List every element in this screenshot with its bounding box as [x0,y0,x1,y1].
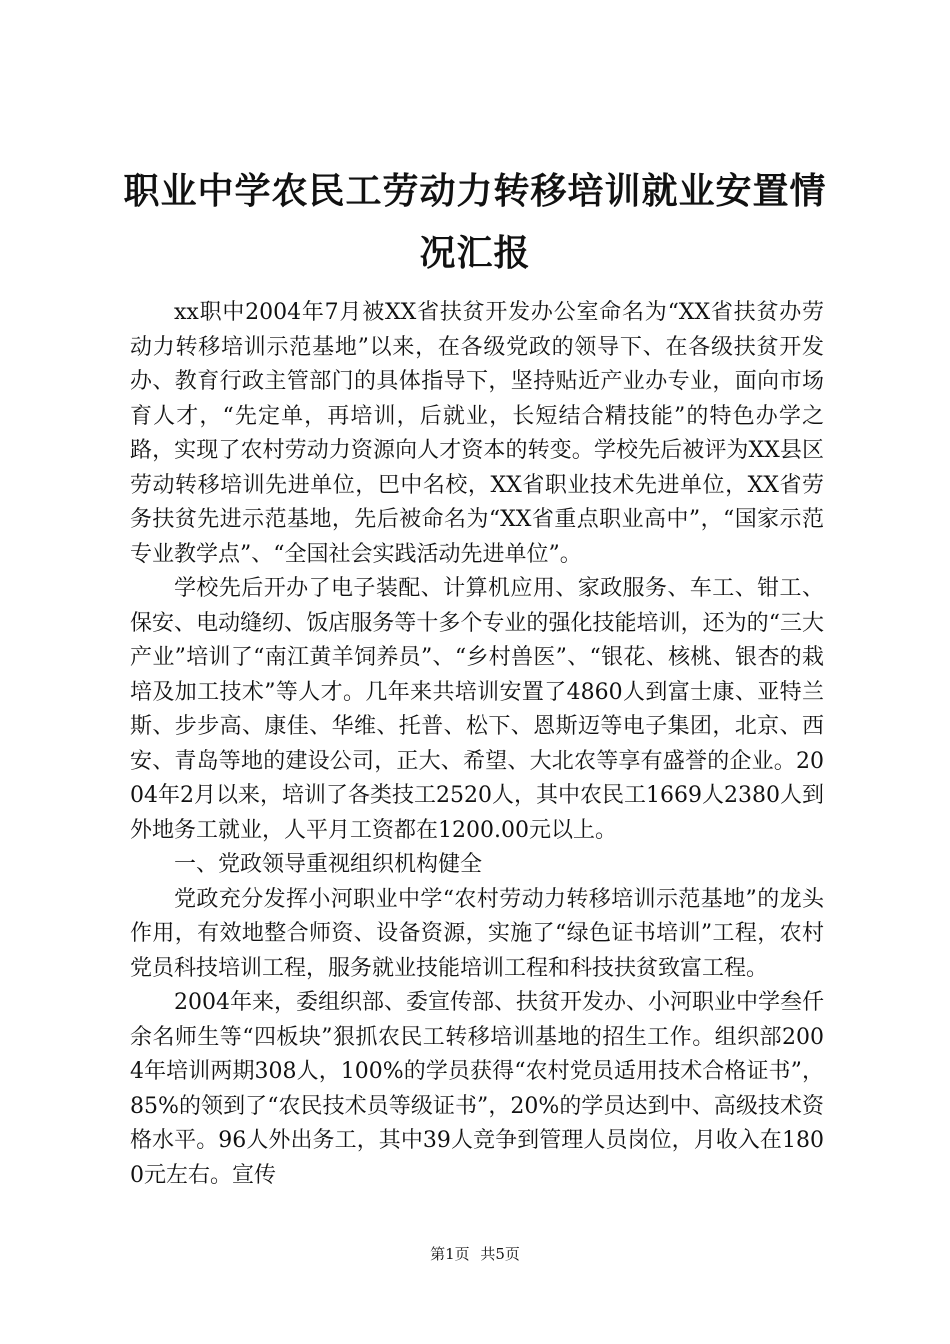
document-body [130,296,824,1193]
paragraph: xx职中2004年7月被XX省扶贫开发办公室命名为“XX省扶贫办劳动力转移培训示范基地”以来，在各级党政的领导下、在各级扶贫开发办、教育行政主管部门的具体指导下，坚持贴近产业办专业，面向市场育人才，“先定单，再培训，后就业，长短结合精技能”的特色办学之路，实现了农村劳动力资源向人才资本的转变。学校先后被评为XX县区劳动转移培训先进单位，巴中名校，XX省职业技术先进单位，XX省劳务扶贫先进示范基地，先后被命名为“XX省重点职业高中”，“国家示范专业教学点”、“全国社会实践活动先进单位”。 [130,300,824,567]
paragraph: 学校先后开办了电子装配、计算机应用、家政服务、车工、钳工、保安、电动缝纫、饭店服务等十多个专业的强化技能培训，还为的“三大产业”培训了“南江黄羊饲养员”、“乡村兽医”、“银花、核桃、银杏的栽培及加工技术”等人才。几年来共培训安置了4860人到富士康、亚特兰斯、步步高、康佳、华维、托普、松下、恩斯迈等电子集团，北京、西安、青岛等地的建设公司，正大、希望、大北农等享有盛誉的企业。2004年2月以来，培训了各类技工2520人，其中农民工1669人2380人到外地务工就业，人平月工资都在1200.00元以上。 [130,576,824,843]
section-heading: 一、党政领导重视组织机构健全 [174,852,483,877]
page-total: 共5页 [480,1245,520,1263]
document-title: 职业中学农民工劳动力转移培训就业安置情况汇报 [123,170,827,274]
paragraph: 2004年来，委组织部、委宣传部、扶贫开发办、小河职业中学叁仟余名师生等“四板块”狠抓农民工转移培训基地的招生工作。组织部2004年培训两期308人，100%的学员获得“农村党员适用技术合格证书”，85%的领到了“农民技术员等级证书”，20%的学员达到中、高级技术资格水平。96人外出务工，其中39人竞争到管理人员岗位，月收入在1800元左右。宣传 [130,990,824,1188]
paragraph: 党政充分发挥小河职业中学“农村劳动力转移培训示范基地”的龙头作用，有效地整合师资、设备资源，实施了“绿色证书培训”工程，农村党员科技培训工程，服务就业技能培训工程和科技扶贫致富工程。 [130,886,824,981]
page-number: 第1页 [430,1245,470,1263]
page-footer [0,1244,950,1264]
